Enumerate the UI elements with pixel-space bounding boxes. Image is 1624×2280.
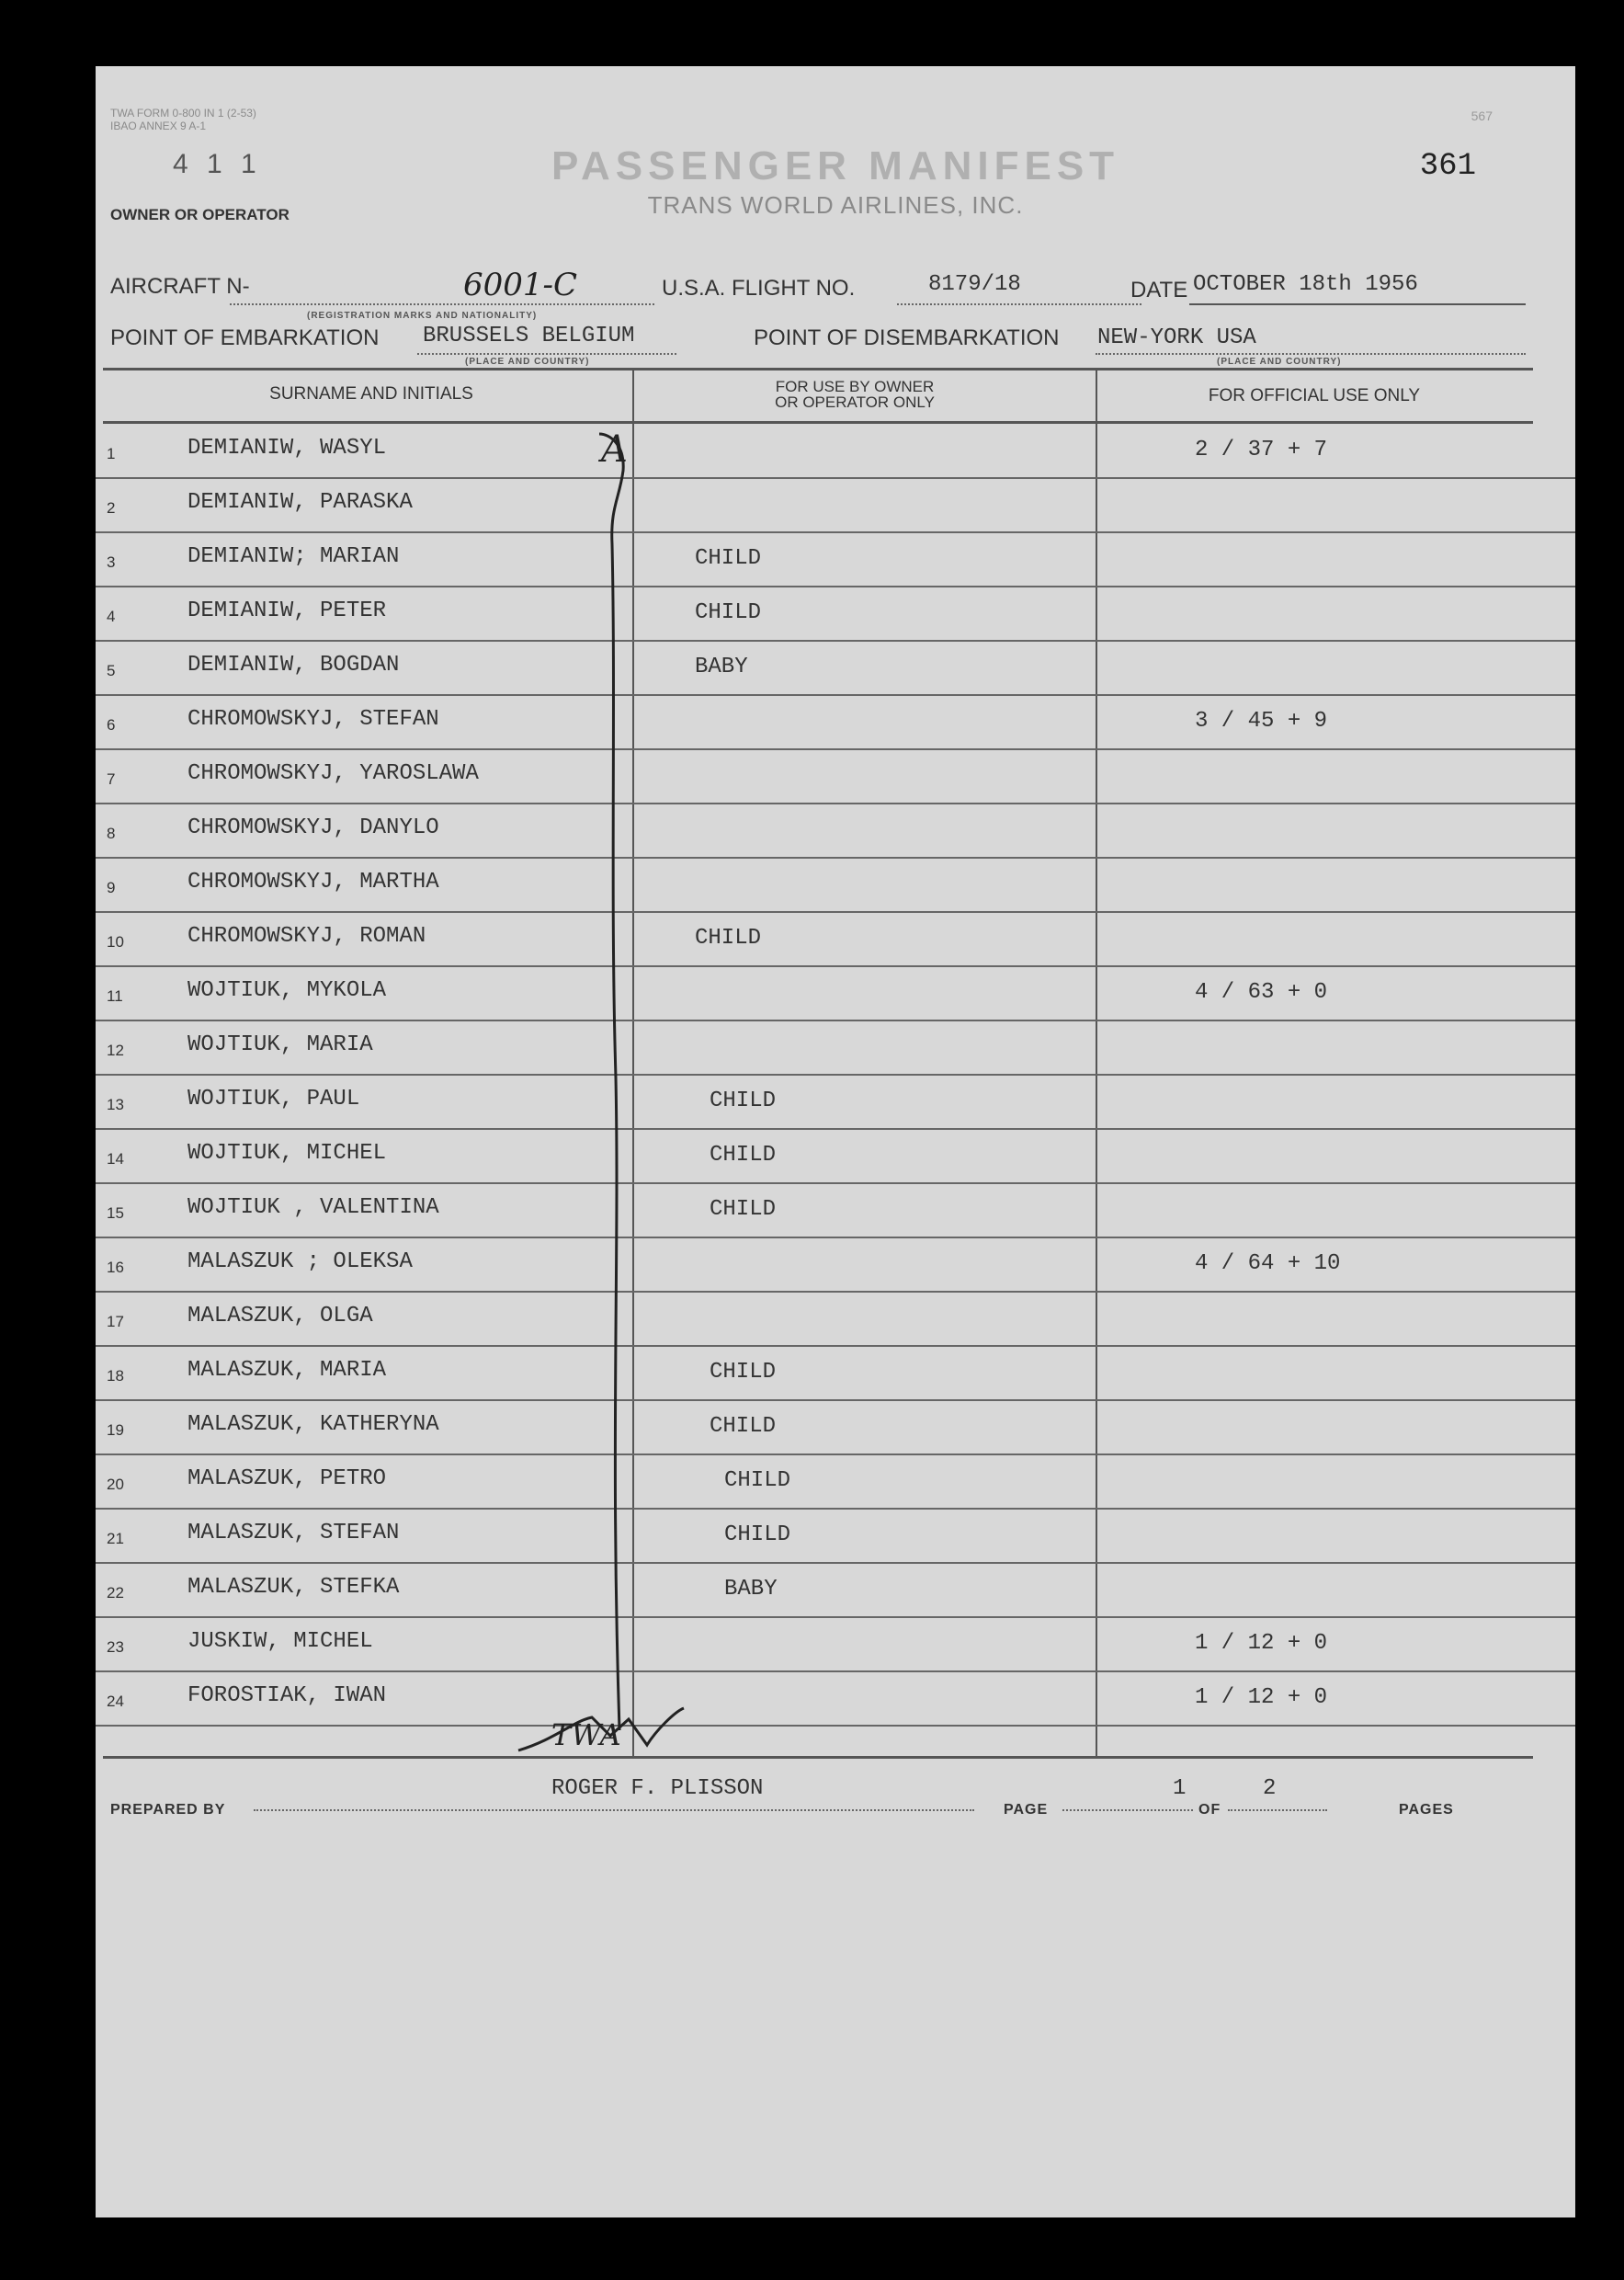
- prepared-by-label: PREPARED BY: [110, 1802, 226, 1818]
- passenger-name[interactable]: DEMIANIW; MARIAN: [187, 544, 400, 569]
- passenger-type[interactable]: BABY: [724, 1577, 778, 1602]
- of-label: OF: [1198, 1802, 1221, 1818]
- passenger-name[interactable]: DEMIANIW, BOGDAN: [187, 653, 400, 678]
- passenger-type[interactable]: CHILD: [695, 546, 762, 571]
- official-count[interactable]: 4 / 64 + 10: [1195, 1251, 1341, 1276]
- passenger-type[interactable]: CHILD: [695, 600, 762, 625]
- row-number: 10: [107, 933, 124, 951]
- row-number: 19: [107, 1421, 124, 1439]
- passenger-name[interactable]: CHROMOWSKYJ, DANYLO: [187, 815, 439, 840]
- flight-label: U.S.A. FLIGHT NO.: [662, 276, 856, 301]
- passenger-type[interactable]: CHILD: [710, 1143, 777, 1168]
- bracket-annotation: [96, 66, 1575, 1905]
- passenger-type[interactable]: BABY: [695, 655, 748, 679]
- passenger-name[interactable]: CHROMOWSKYJ, ROMAN: [187, 924, 426, 949]
- official-count[interactable]: 2 / 37 + 7: [1195, 438, 1328, 462]
- page-label: PAGE: [1004, 1802, 1049, 1818]
- passenger-name[interactable]: DEMIANIW, WASYL: [187, 436, 387, 461]
- official-count[interactable]: 1 / 12 + 0: [1195, 1685, 1328, 1710]
- row-number: 2: [107, 499, 116, 517]
- prepared-by-underline: [254, 1809, 974, 1811]
- disembarkation-value[interactable]: NEW-YORK USA: [1097, 325, 1256, 350]
- form-subtitle: TRANS WORLD AIRLINES, INC.: [647, 191, 1024, 219]
- row-number: 16: [107, 1259, 124, 1276]
- aircraft-label: AIRCRAFT N-: [110, 274, 250, 299]
- passenger-name[interactable]: JUSKIW, MICHEL: [187, 1629, 373, 1654]
- row-number: 17: [107, 1313, 124, 1330]
- of-underline: [1228, 1809, 1327, 1811]
- passenger-name[interactable]: FOROSTIAK, IWAN: [187, 1683, 387, 1708]
- manifest-sheet: [96, 66, 1575, 2217]
- prepared-by-value[interactable]: ROGER F. PLISSON: [551, 1776, 764, 1801]
- passenger-name[interactable]: MALASZUK, PETRO: [187, 1466, 387, 1491]
- row-number: 15: [107, 1204, 124, 1222]
- column-header-official: FOR OFFICIAL USE ONLY: [1208, 386, 1421, 405]
- stamped-page-number: 361: [1419, 149, 1476, 184]
- official-count[interactable]: 1 / 12 + 0: [1195, 1631, 1328, 1656]
- passenger-type[interactable]: CHILD: [724, 1468, 791, 1493]
- page-value[interactable]: 1: [1173, 1776, 1187, 1801]
- passenger-type[interactable]: CHILD: [710, 1089, 777, 1113]
- passenger-name[interactable]: MALASZUK ; OLEKSA: [187, 1249, 413, 1274]
- aircraft-value[interactable]: 6001-C: [463, 267, 578, 303]
- passenger-type[interactable]: CHILD: [695, 926, 762, 951]
- passenger-name[interactable]: WOJTIUK, PAUL: [187, 1087, 360, 1112]
- passenger-type[interactable]: CHILD: [710, 1197, 777, 1222]
- row-number: 8: [107, 825, 116, 842]
- row-number: 13: [107, 1096, 124, 1113]
- bracket-mark: A: [601, 428, 628, 471]
- row-number: 11: [107, 987, 123, 1005]
- registration-note: (REGISTRATION MARKS AND NATIONALITY): [307, 311, 538, 321]
- flight-value[interactable]: 8179/18: [928, 272, 1021, 297]
- passenger-name[interactable]: CHROMOWSKYJ, YAROSLAWA: [187, 761, 479, 786]
- form-code: TWA FORM 0-800 IN 1 (2-53) IBAO ANNEX 9 A-1: [110, 107, 256, 132]
- passenger-name[interactable]: WOJTIUK, MICHEL: [187, 1141, 387, 1166]
- official-count[interactable]: 3 / 45 + 9: [1195, 709, 1328, 734]
- row-number: 7: [107, 770, 116, 788]
- corner-reference: 567: [1471, 108, 1493, 123]
- of-value[interactable]: 2: [1263, 1776, 1277, 1801]
- passenger-name[interactable]: MALASZUK, STEFAN: [187, 1521, 400, 1545]
- official-count[interactable]: 4 / 63 + 0: [1195, 980, 1328, 1005]
- passenger-name[interactable]: MALASZUK, MARIA: [187, 1358, 387, 1383]
- passenger-name[interactable]: WOJTIUK , VALENTINA: [187, 1195, 439, 1220]
- row-number: 12: [107, 1042, 124, 1059]
- form-title: PASSENGER MANIFEST: [551, 143, 1120, 188]
- passenger-name[interactable]: DEMIANIW, PETER: [187, 598, 387, 623]
- row-number: 9: [107, 879, 116, 896]
- row-number: 23: [107, 1638, 124, 1656]
- passenger-name[interactable]: MALASZUK, OLGA: [187, 1304, 373, 1328]
- passenger-name[interactable]: DEMIANIW, PARASKA: [187, 490, 413, 515]
- page-underline: [1062, 1809, 1193, 1811]
- embarkation-value[interactable]: BRUSSELS BELGIUM: [423, 324, 635, 348]
- row-number: 3: [107, 553, 116, 571]
- row-number: 20: [107, 1476, 124, 1493]
- passenger-name[interactable]: MALASZUK, KATHERYNA: [187, 1412, 439, 1437]
- disembarkation-label: POINT OF DISEMBARKATION: [754, 325, 1060, 350]
- signature: TWA: [551, 1717, 621, 1752]
- row-number: 1: [107, 445, 116, 462]
- row-number: 24: [107, 1693, 124, 1710]
- passenger-name[interactable]: WOJTIUK, MARIA: [187, 1032, 373, 1057]
- passenger-name[interactable]: CHROMOWSKYJ, MARTHA: [187, 870, 439, 895]
- row-number: 14: [107, 1150, 124, 1168]
- row-number: 6: [107, 716, 116, 734]
- date-value[interactable]: OCTOBER 18th 1956: [1193, 272, 1418, 297]
- column-header-owner-use: FOR USE BY OWNER OR OPERATOR ONLY: [775, 378, 935, 411]
- pages-label: PAGES: [1399, 1802, 1454, 1818]
- date-label: DATE: [1130, 278, 1188, 302]
- embarkation-label: POINT OF EMBARKATION: [110, 325, 380, 350]
- passenger-name[interactable]: MALASZUK, STEFKA: [187, 1575, 400, 1600]
- embarkation-note: (PLACE AND COUNTRY): [465, 357, 590, 367]
- passenger-type[interactable]: CHILD: [710, 1414, 777, 1439]
- passenger-type[interactable]: CHILD: [710, 1360, 777, 1385]
- disembarkation-note: (PLACE AND COUNTRY): [1217, 357, 1342, 367]
- passenger-type[interactable]: CHILD: [724, 1522, 791, 1547]
- column-header-surname: SURNAME AND INITIALS: [269, 384, 473, 404]
- passenger-name[interactable]: CHROMOWSKYJ, STEFAN: [187, 707, 439, 732]
- passenger-name[interactable]: WOJTIUK, MYKOLA: [187, 978, 387, 1003]
- row-number: 4: [107, 608, 116, 625]
- row-number: 21: [107, 1530, 124, 1547]
- row-number: 22: [107, 1584, 124, 1602]
- owner-operator-label: OWNER OR OPERATOR: [110, 206, 290, 223]
- row-number: 5: [107, 662, 116, 679]
- corner-mark: 4 1 1: [173, 149, 262, 179]
- row-number: 18: [107, 1367, 124, 1385]
